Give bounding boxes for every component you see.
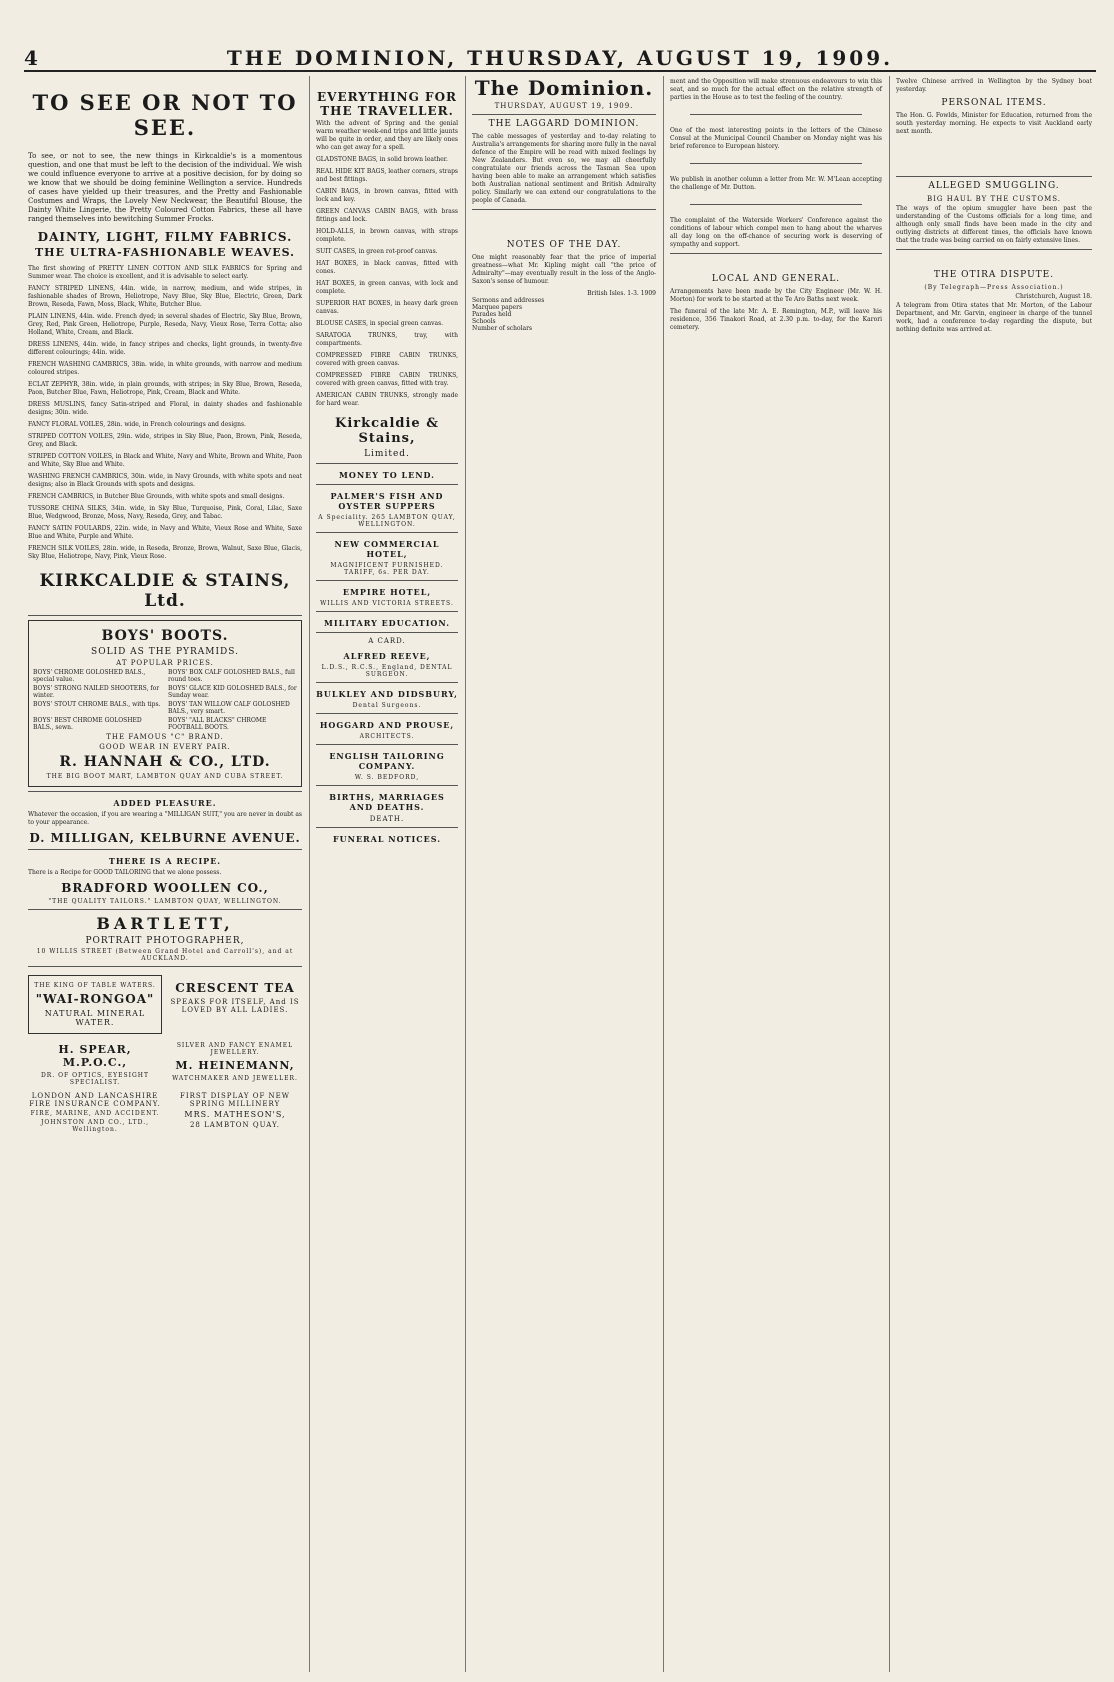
bulkley-sub: Dental Surgeons. bbox=[352, 702, 422, 709]
divider bbox=[28, 615, 302, 616]
traveller-item: GLADSTONE BAGS, in solid brown leather. bbox=[316, 156, 448, 163]
column-3 bbox=[468, 76, 660, 1672]
traveller-item: SUPERIOR HAT BOXES, in heavy dark green canvas. bbox=[316, 300, 458, 315]
military-heading: MILITARY EDUCATION. bbox=[324, 618, 450, 628]
local-text: The funeral of the late Mr. A. E. Remington, M.P., will leave his residence, 356 Tinakori Road, at 2.30 p.m. to-day, for the Karori cemetery. bbox=[670, 308, 882, 331]
fabric-item: WASHING FRENCH CAMBRICS, 30in. wide, in Navy Grounds, with white spots and neat designs; also in Black Grounds with spots and designs. bbox=[28, 473, 302, 488]
divider bbox=[316, 785, 458, 786]
funeral-heading: FUNERAL NOTICES. bbox=[332, 834, 442, 844]
personal-text: The Hon. G. Fowlds, Minister for Education, returned from the south yesterday morning. He expects to visit Auckland early next month. bbox=[896, 112, 1092, 135]
divider bbox=[316, 484, 458, 485]
london-name: LONDON AND LANCASHIRE FIRE INSURANCE COMPANY. bbox=[29, 1092, 161, 1108]
hannah-name: R. HANNAH & CO., LTD. bbox=[59, 754, 271, 770]
otira-text: A telegram from Otira states that Mr. Morton, of the Labour Department, and Mr. Garvin, engineer in charge of the tunnel work, had a conference to-day regarding the dispute, but nothing definite was arrived at. bbox=[896, 302, 1092, 333]
statistics-table-head: British Isles. 1-3. 1909 bbox=[587, 290, 656, 297]
crescent-ad bbox=[168, 971, 302, 1038]
london-agents: JOHNSTON AND CO., LTD., Wellington. bbox=[40, 1119, 150, 1133]
boots-tag: AT POPULAR PRICES. bbox=[116, 659, 214, 667]
fabric-item: FANCY SATIN FOULARDS, 22in. wide, in Navy and White, Vieux Rose and White, Saxe Blue and White, Purple and White. bbox=[28, 525, 302, 540]
table-row: Schools bbox=[472, 318, 496, 325]
divider bbox=[472, 114, 656, 115]
boot-item: BOYS' GLACE KID GOLOSHED BALS., for Sunday wear. bbox=[168, 685, 297, 699]
fabric-item: STRIPED COTTON VOILES, in Black and White, Navy and White, Brown and White, Paon and White, Sky Blue and White. bbox=[28, 453, 302, 468]
crescent-sub: SPEAKS FOR ITSELF, And IS LOVED BY ALL LADIES. bbox=[170, 998, 300, 1014]
divider bbox=[316, 713, 458, 714]
fabrics-list bbox=[28, 285, 302, 561]
bradford-name: BRADFORD WOOLLEN CO., bbox=[61, 881, 269, 895]
bartlett-address: 10 WILLIS STREET (Between Grand Hotel and Carroll's), and at AUCKLAND. bbox=[36, 948, 294, 962]
table-row: Marquee papers bbox=[472, 304, 523, 311]
bulkley-name: BULKLEY AND DIDSBURY, bbox=[316, 689, 458, 699]
divider bbox=[670, 253, 882, 254]
bradford-sub: "THE QUALITY TAILORS." LAMBTON QUAY, WELLINGTON. bbox=[48, 898, 282, 905]
otira-byline: (By Telegraph—Press Association.) bbox=[924, 284, 1064, 291]
traveller-item: COMPRESSED FIBRE CABIN TRUNKS, covered with green canvas. bbox=[316, 352, 458, 367]
matheson-name: MRS. MATHESON'S, bbox=[184, 1110, 286, 1119]
fabric-item: TUSSORE CHINA SILKS, 34in. wide, in Sky Blue, Turquoise, Pink, Coral, Lilac, Saxe Blue, Wedgwood, Bronze, Moss, Navy, Reseda, Grey, and Tabac. bbox=[28, 505, 302, 520]
column-4 bbox=[666, 76, 886, 1672]
divider bbox=[28, 791, 302, 792]
boot-item: BOYS' BOX CALF GOLOSHED BALS., full round toes. bbox=[168, 669, 295, 683]
local-text: Arrangements have been made by the City Engineer (Mr. W. H. Morton) for work to be started at the Te Aro Baths next week. bbox=[670, 288, 882, 303]
fabric-item: FRENCH SILK VOILES, 28in. wide, in Reseda, Bronze, Brown, Walnut, Saxe Blue, Glacis, Sky Blue, Heliotrope, Navy, Pink, Vieux Rose. bbox=[28, 545, 302, 560]
divider bbox=[316, 611, 458, 612]
english-name: ENGLISH TAILORING COMPANY. bbox=[329, 751, 445, 771]
boots-sale: GOOD WEAR IN EVERY PAIR. bbox=[99, 743, 231, 751]
traveller-item: SUIT CASES, in green rot-proof canvas. bbox=[316, 248, 438, 255]
divider bbox=[316, 580, 458, 581]
article-text: Twelve Chinese arrived in Wellington by the Sydney boat yesterday. bbox=[896, 78, 1092, 93]
milligan-text: Whatever the occasion, if you are wearing a "MILLIGAN SUIT," you are never in doubt as to your appearance. bbox=[28, 811, 302, 826]
statistics-table bbox=[472, 297, 656, 332]
palmer-heading: PALMER'S FISH AND OYSTER SUPPERS bbox=[330, 491, 444, 511]
traveller-item: HOLD-ALLS, in brown canvas, with straps complete. bbox=[316, 228, 458, 243]
ad-intro: To see, or not to see, the new things in Kirkcaldie's is a momentous question, and one that must be left to the decision of the individual. We wish we could influence everyone to arrive at a positive decision, for by doing so we know that we should be doing feminine Wellington a service. Hundreds of cases have yielded up their treasures, and the Pretty and Fashionable Costumes and Wraps, the Lovely New Neckwear, the Beautiful Blouse, the Dainty White Lingerie, the Pretty Coloured Cotton Fabrics, these all have ranged themselves into bewitching Summer Frocks. bbox=[28, 152, 302, 223]
silver-heading: SILVER AND FANCY ENAMEL JEWELLERY. bbox=[176, 1042, 294, 1056]
recipe-text: There is a Recipe for GOOD TAILORING that we alone possess. bbox=[28, 869, 222, 876]
leader-title: THE LAGGARD DOMINION. bbox=[488, 119, 640, 129]
empire-sub: WILLIS AND VICTORIA STREETS. bbox=[320, 600, 454, 607]
recipe-heading: THERE IS A RECIPE. bbox=[108, 856, 222, 866]
commercial-heading: NEW COMMERCIAL HOTEL, bbox=[334, 539, 440, 559]
london-ad bbox=[28, 1090, 162, 1135]
reeve-name: ALFRED REEVE, bbox=[343, 651, 431, 661]
divider bbox=[316, 682, 458, 683]
boots-list bbox=[33, 669, 297, 731]
traveller-item: CABIN BAGS, in brown canvas, fitted with lock and key. bbox=[316, 188, 458, 203]
notes-title: NOTES OF THE DAY. bbox=[506, 240, 622, 250]
smuggling-title: ALLEGED SMUGGLING. bbox=[928, 181, 1060, 191]
table-row: Number of scholars bbox=[472, 325, 533, 332]
reeve-sub: L.D.S., R.C.S., England, DENTAL SURGEON. bbox=[321, 664, 453, 678]
matheson-heading: FIRST DISPLAY OF NEW SPRING MILLINERY bbox=[180, 1092, 290, 1108]
table-row: Sermons and addresses bbox=[472, 297, 545, 304]
divider bbox=[28, 966, 302, 967]
bartlett-sub: PORTRAIT PHOTOGRAPHER, bbox=[85, 936, 245, 946]
boot-item: BOYS' TAN WILLOW CALF GOLOSHED BALS., very smart. bbox=[168, 701, 290, 715]
palmer-sub: A Speciality. 265 LAMBTON QUAY, WELLINGTON. bbox=[318, 514, 456, 528]
spear-sub: DR. OF OPTICS, EYESIGHT SPECIALIST. bbox=[41, 1072, 149, 1086]
traveller-item: AMERICAN CABIN TRUNKS, strongly made for hard wear. bbox=[316, 392, 458, 407]
boots-title: BOYS' BOOTS. bbox=[101, 628, 229, 644]
column-divider bbox=[663, 76, 664, 1672]
notes-text: One might reasonably fear that the price of imperial greatness—what Mr. Kipling might call "the price of Admiralty"—may eventually result in the loss of the Anglo-Saxon's sense of humour. bbox=[472, 254, 656, 285]
divider bbox=[316, 632, 458, 633]
boots-ad bbox=[28, 620, 302, 787]
boot-item: BOYS' STRONG NAILED SHOOTERS, for winter. bbox=[33, 685, 160, 699]
fabrics-title: DAINTY, LIGHT, FILMY FABRICS. bbox=[37, 230, 293, 244]
traveller-headline: EVERYTHING FOR THE TRAVELLER. bbox=[317, 90, 457, 118]
money-heading: MONEY TO LEND. bbox=[339, 470, 435, 480]
fabrics-subtitle: THE ULTRA-FASHIONABLE WEAVES. bbox=[34, 246, 296, 259]
heinemann-sub: WATCHMAKER AND JEWELLER. bbox=[172, 1075, 298, 1082]
bartlett-name: BARTLETT, bbox=[96, 914, 234, 933]
table-row: Parades held bbox=[472, 311, 512, 318]
london-sub: FIRE, MARINE, AND ACCIDENT. bbox=[30, 1110, 160, 1117]
traveller-item: BLOUSE CASES, in special green canvas. bbox=[316, 320, 444, 327]
divider bbox=[28, 909, 302, 910]
divider bbox=[472, 209, 656, 210]
hoggard-name: HOGGARD AND PROUSE, bbox=[319, 720, 455, 730]
traveller-intro: With the advent of Spring and the genial warm weather week-end trips and little jaunts will be quite in order, and they are likely ones who can get away for a spell. bbox=[316, 120, 458, 151]
column-5 bbox=[892, 76, 1096, 1672]
editorial-date: THURSDAY, AUGUST 19, 1909. bbox=[494, 102, 634, 110]
kirkcaldie-signature: KIRKCALDIE & STAINS, Ltd. bbox=[39, 571, 291, 611]
english-sub: W. S. BEDFORD, bbox=[354, 774, 420, 781]
divider bbox=[316, 463, 458, 464]
fabric-item: FRENCH WASHING CAMBRICS, 38in. wide, in white grounds, with narrow and medium coloured stripes. bbox=[28, 361, 302, 376]
traveller-item: HAT BOXES, in black canvas, fitted with cones. bbox=[316, 260, 458, 275]
otira-place: Christchurch, August 18. bbox=[1015, 293, 1092, 300]
column-divider bbox=[309, 76, 310, 1672]
fabric-item: FANCY FLORAL VOILES, 28in. wide, in French colourings and designs. bbox=[28, 421, 246, 428]
local-title: LOCAL AND GENERAL. bbox=[711, 274, 841, 284]
paper-nameplate: The Dominion. bbox=[474, 76, 654, 100]
fabric-item: FRENCH CAMBRICS, in Butcher Blue Grounds, with white spots and small designs. bbox=[28, 493, 285, 500]
births-heading: BIRTHS, MARRIAGES AND DEATHS. bbox=[329, 792, 445, 812]
smuggling-subtitle: BIG HAUL BY THE CUSTOMS. bbox=[926, 195, 1062, 203]
boot-item: BOYS' CHROME GOLOSHED BALS., special value. bbox=[33, 669, 146, 683]
empire-heading: EMPIRE HOTEL, bbox=[342, 587, 432, 597]
masthead bbox=[24, 40, 1096, 72]
traveller-list bbox=[316, 156, 458, 408]
fabric-item: FANCY STRIPED LINENS, 44in. wide, in narrow, medium, and wide stripes, in fashionable shades of Brown, Heliotrope, Navy Blue, Sky Blue, Electric, Green, Dark Brown, Reseda, Fawn, Moss, Black, White, Butcher Blue. bbox=[28, 285, 302, 308]
commercial-sub: MAGNIFICENT FURNISHED. TARIFF, 6s. PER DAY. bbox=[330, 562, 444, 576]
milligan-name: D. MILLIGAN, KELBURNE AVENUE. bbox=[29, 831, 301, 845]
smuggling-text: The ways of the opium smuggler have been past the understanding of the Customs officials for a long time, and although only small finds have been made in the city and outlying districts at different times, the officials have known that the trade was being carried on on fairly extensive lines. bbox=[896, 205, 1092, 244]
kirkcaldie-name: Kirkcaldie & Stains, bbox=[335, 416, 439, 446]
fabric-item: PLAIN LINENS, 44in. wide. French dyed; in several shades of Electric, Sky Blue, Brown, Grey, Red, Pink Green, Heliotrope, Purple, Reseda, Navy, Vieux Rose, Terra Cotta; also Holland, White, Cream, and Black. bbox=[28, 313, 302, 336]
wairongoa-heading: THE KING OF TABLE WATERS. bbox=[34, 982, 156, 989]
column-divider bbox=[465, 76, 466, 1672]
boots-brand: THE FAMOUS "C" BRAND. bbox=[106, 733, 224, 741]
otira-title: THE OTIRA DISPUTE. bbox=[933, 270, 1055, 280]
fabric-item: DRESS LINENS, 44in. wide, in fancy stripes and checks, light grounds, in twenty-five different colourings; 44in. wide. bbox=[28, 341, 302, 356]
kirkcaldie-sub: Limited. bbox=[364, 449, 410, 459]
personal-title: PERSONAL ITEMS. bbox=[941, 98, 1047, 108]
milligan-heading: ADDED PLEASURE. bbox=[113, 798, 217, 808]
small-ads-grid bbox=[28, 971, 302, 1135]
wairongoa-name: "WAI-RONGOA" bbox=[35, 992, 155, 1006]
fabrics-intro: The first showing of PRETTY LINEN COTTON AND SILK FABRICS for Spring and Summer wear. The choice is excellent, and it is advisable to select early. bbox=[28, 265, 302, 280]
column-divider bbox=[889, 76, 890, 1672]
article-text: The complaint of the Waterside Workers' Conference against the conditions of labour which compel men to hang about the wharves all day long on the off-chance of securing work is deserving of sympathy and support. bbox=[670, 217, 882, 248]
ad-headline: TO SEE OR NOT TO SEE. bbox=[32, 90, 298, 140]
fabric-item: ECLAT ZEPHYR, 38in. wide, in plain grounds, with stripes; in Sky Blue, Brown, Reseda, Paon, Butcher Blue, Fawn, Heliotrope, Pink, Cream, Black and White. bbox=[28, 381, 302, 396]
column-1 bbox=[24, 76, 306, 1672]
traveller-item: HAT BOXES, in green canvas, with lock and complete. bbox=[316, 280, 458, 295]
leader-text: The cable messages of yesterday and to-day relating to Australia's arrangements for sharing more fully in the naval defence of the Empire will be read with mixed feelings by New Zealanders. But even so, we may all cheerfully congratulate our friends across the Tasman Sea upon having been able to make an arrangement which satisfies both Australian national sentiment and British Admiralty policy. Similarly we can extend our congratulations to the people of Canada. bbox=[472, 133, 656, 204]
newspaper-title: THE DOMINION, THURSDAY, AUGUST 19, 1909. bbox=[226, 46, 894, 70]
matheson-ad bbox=[168, 1090, 302, 1135]
article-text: ment and the Opposition will make strenuous endeavours to win this seat, and so much for the actual effect on the relative strength of parties in the House as to test the feeling of the country. bbox=[670, 78, 882, 101]
divider bbox=[316, 744, 458, 745]
wairongoa-sub: NATURAL MINERAL WATER. bbox=[44, 1009, 146, 1027]
article-text: One of the most interesting points in the letters of the Chinese Consul at the Municipal Council Chamber on Monday night was his brief reference to European history. bbox=[670, 127, 882, 150]
page-number: 4 bbox=[24, 46, 38, 70]
traveller-item: REAL HIDE KIT BAGS, leather corners, straps and best fittings. bbox=[316, 168, 458, 183]
matheson-address: 28 LAMBTON QUAY. bbox=[189, 1121, 281, 1129]
divider bbox=[896, 249, 1092, 250]
fabric-item: STRIPED COTTON VOILES, 29in. wide, stripes in Sky Blue, Paon, Brown, Pink, Reseda, Grey, and Black. bbox=[28, 433, 302, 448]
card-heading: A CARD. bbox=[368, 637, 406, 645]
heinemann-name: M. HEINEMANN, bbox=[175, 1059, 295, 1072]
divider bbox=[690, 163, 862, 164]
fabric-item: DRESS MUSLINS, fancy Satin-striped and Floral, in dainty shades and fashionable designs; 30in. wide. bbox=[28, 401, 302, 416]
boot-item: BOYS' BEST CHROME GOLOSHED BALS., sewn. bbox=[33, 717, 142, 731]
heinemann-ad bbox=[168, 1040, 302, 1088]
hannah-address: THE BIG BOOT MART, LAMBTON QUAY AND CUBA STREET. bbox=[46, 773, 284, 780]
article-text: We publish in another column a letter from Mr. W. M'Lean accepting the challenge of Mr. Dutton. bbox=[670, 176, 882, 191]
traveller-item: COMPRESSED FIBRE CABIN TRUNKS, covered with green canvas, fitted with tray. bbox=[316, 372, 458, 387]
divider bbox=[316, 827, 458, 828]
divider bbox=[28, 849, 302, 850]
spear-ad bbox=[28, 1040, 162, 1088]
divider bbox=[690, 114, 862, 115]
hoggard-sub: ARCHITECTS. bbox=[359, 733, 415, 740]
divider bbox=[316, 532, 458, 533]
crescent-name: CRESCENT TEA bbox=[175, 981, 295, 995]
death-heading: DEATH. bbox=[369, 815, 405, 823]
traveller-item: SARATOGA TRUNKS, tray, with compartments. bbox=[316, 332, 458, 347]
boot-item: BOYS' "ALL BLACKS" CHROME FOOTBALL BOOTS. bbox=[168, 717, 267, 731]
boot-item: BOYS' STOUT CHROME BALS., with tips. bbox=[33, 701, 161, 708]
boots-subtitle: SOLID AS THE PYRAMIDS. bbox=[91, 647, 239, 657]
spear-name: H. SPEAR, M.P.O.C., bbox=[58, 1043, 132, 1069]
divider bbox=[896, 176, 1092, 177]
divider bbox=[690, 204, 862, 205]
traveller-item: GREEN CANVAS CABIN BAGS, with brass fittings and lock. bbox=[316, 208, 458, 223]
wairongoa-ad bbox=[28, 975, 162, 1034]
column-2 bbox=[312, 76, 462, 1672]
